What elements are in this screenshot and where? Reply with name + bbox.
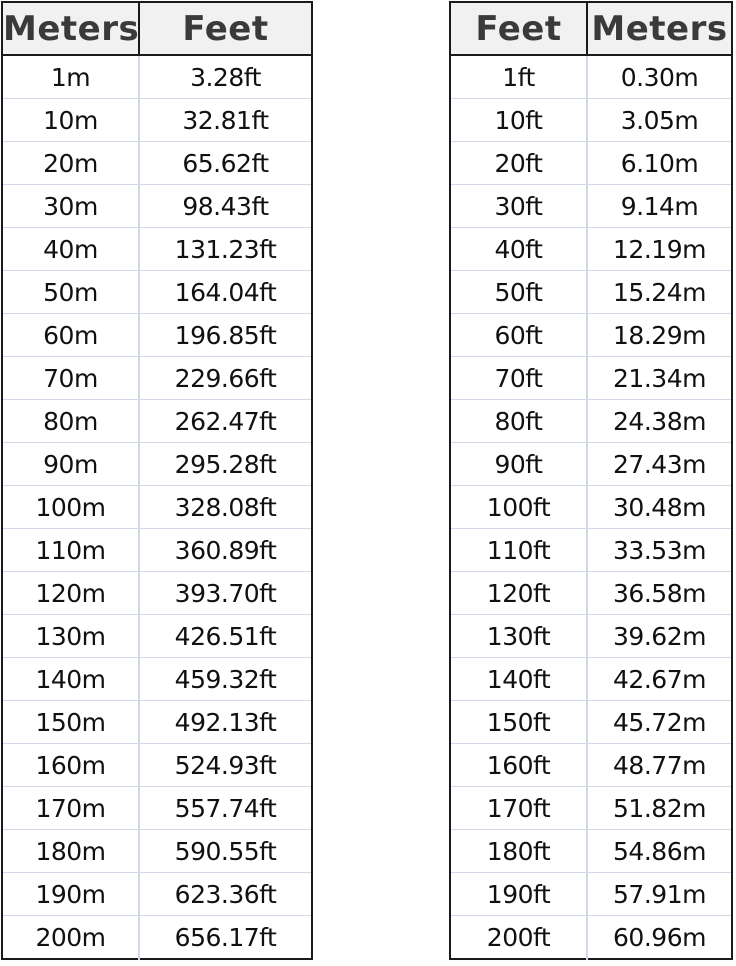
table-row: [450, 443, 732, 486]
source-value-cell: 80m: [2, 400, 139, 443]
converted-value-cell: 30.48m: [587, 486, 732, 529]
converted-value-cell: 3.28ft: [139, 55, 312, 99]
table-row: [2, 314, 312, 357]
converted-value-cell: 557.74ft: [139, 787, 312, 830]
converted-value-cell: 36.58m: [587, 572, 732, 615]
table-row: [2, 787, 312, 830]
source-value-cell: 20ft: [450, 142, 587, 185]
source-value-cell: 140m: [2, 658, 139, 701]
table-row: [2, 830, 312, 873]
converted-value-cell: 32.81ft: [139, 99, 312, 142]
table-row: [2, 271, 312, 314]
table-row: [2, 55, 312, 99]
source-value-cell: 170ft: [450, 787, 587, 830]
meters-to-feet-table: [1, 1, 313, 960]
source-value-cell: 120ft: [450, 572, 587, 615]
source-value-cell: 190ft: [450, 873, 587, 916]
converted-value-cell: 51.82m: [587, 787, 732, 830]
converted-value-cell: 295.28ft: [139, 443, 312, 486]
header-row: [2, 2, 312, 55]
converted-value-cell: 492.13ft: [139, 701, 312, 744]
table-row: [2, 744, 312, 787]
converted-value-cell: 131.23ft: [139, 228, 312, 271]
source-value-cell: 190m: [2, 873, 139, 916]
table-body: [450, 55, 732, 959]
converted-value-cell: 328.08ft: [139, 486, 312, 529]
converted-value-cell: 60.96m: [613, 922, 706, 952]
table-row: [450, 271, 732, 314]
table-row: [450, 916, 732, 960]
converted-value-cell: 3.05m: [587, 99, 732, 142]
column-header-feet: Feet: [139, 2, 312, 55]
source-value-cell: 40m: [2, 228, 139, 271]
converted-value-cell: 98.43ft: [139, 185, 312, 228]
table-row: [2, 916, 312, 960]
source-value-cell: 200ft: [450, 916, 587, 960]
source-value-cell: 100m: [2, 486, 139, 529]
converted-value-cell: 393.70ft: [139, 572, 312, 615]
table-row: [2, 443, 312, 486]
source-value-cell: 80ft: [450, 400, 587, 443]
converted-value-cell: 42.67m: [587, 658, 732, 701]
source-value-cell: 130ft: [450, 615, 587, 658]
converted-value-cell: 12.19m: [587, 228, 732, 271]
column-header-meters: Meters: [587, 2, 732, 55]
source-value-cell: 50ft: [450, 271, 587, 314]
table-row: [450, 228, 732, 271]
converted-value-cell: 426.51ft: [139, 615, 312, 658]
source-value-cell: 160ft: [450, 744, 587, 787]
table-row: [2, 142, 312, 185]
table-row: [450, 572, 732, 615]
source-value-cell: 50m: [2, 271, 139, 314]
source-value-cell: 90m: [2, 443, 139, 486]
table-row: [2, 228, 312, 271]
converted-value-cell: 54.86m: [587, 830, 732, 873]
table-row: [450, 744, 732, 787]
converted-value-cell: 48.77m: [587, 744, 732, 787]
converted-value-cell: 33.53m: [587, 529, 732, 572]
converted-value-cell: 262.47ft: [139, 400, 312, 443]
table-row: [2, 615, 312, 658]
source-value-cell: 60ft: [450, 314, 587, 357]
table-row: [2, 357, 312, 400]
converted-value-cell: 164.04ft: [139, 271, 312, 314]
converted-value-cell: 524.93ft: [139, 744, 312, 787]
table-row: [450, 701, 732, 744]
table-row: [2, 99, 312, 142]
table-row: [450, 486, 732, 529]
source-value-cell: 110m: [2, 529, 139, 572]
converted-value-cell: 360.89ft: [139, 529, 312, 572]
source-value-cell: 140ft: [450, 658, 587, 701]
source-value-cell: 150ft: [450, 701, 587, 744]
source-value-cell: 120m: [2, 572, 139, 615]
table-row: [2, 185, 312, 228]
source-value-cell: 30ft: [450, 185, 587, 228]
source-value-cell: 30m: [2, 185, 139, 228]
converted-value-cell: 21.34m: [587, 357, 732, 400]
table-row: [2, 658, 312, 701]
converted-value-cell: 24.38m: [587, 400, 732, 443]
table-row: [450, 357, 732, 400]
source-value-cell: 1ft: [450, 55, 587, 99]
source-value-cell: 1m: [2, 55, 139, 99]
header-row: [450, 2, 732, 55]
table-row: [450, 615, 732, 658]
converted-value-cell: 590.55ft: [139, 830, 312, 873]
converted-value-cell: 459.32ft: [139, 658, 312, 701]
converted-value-cell: 18.29m: [587, 314, 732, 357]
converted-value-cell: 0.30m: [587, 55, 732, 99]
converted-value-cell: 9.14m: [587, 185, 732, 228]
table-row: [450, 314, 732, 357]
source-value-cell: 200m: [2, 916, 139, 960]
table-row: [450, 55, 732, 99]
table-row: [450, 830, 732, 873]
table-row: [2, 701, 312, 744]
converted-value-cell: 15.24m: [587, 271, 732, 314]
table-row: [450, 658, 732, 701]
converted-value-cell: 27.43m: [587, 443, 732, 486]
source-value-cell: 20m: [2, 142, 139, 185]
source-value-cell: 10ft: [450, 99, 587, 142]
table-row: [2, 486, 312, 529]
source-value-cell: 10m: [2, 99, 139, 142]
table-row: [450, 142, 732, 185]
source-value-cell: 70ft: [450, 357, 587, 400]
source-value-cell: 180m: [2, 830, 139, 873]
converted-value-cell: 623.36ft: [139, 873, 312, 916]
table-row: [2, 400, 312, 443]
table-row: [450, 787, 732, 830]
converted-value-cell: 57.91m: [587, 873, 732, 916]
source-value-cell: 90ft: [450, 443, 587, 486]
table-row: [450, 99, 732, 142]
source-value-cell: 180ft: [450, 830, 587, 873]
table-row: [2, 529, 312, 572]
source-value-cell: 100ft: [450, 486, 587, 529]
source-value-cell: 70m: [2, 357, 139, 400]
table-body: [2, 55, 312, 959]
converted-value-cell: 196.85ft: [139, 314, 312, 357]
column-header-meters: Meters: [2, 2, 139, 55]
source-value-cell: 130m: [2, 615, 139, 658]
converted-value-cell: 6.10m: [587, 142, 732, 185]
column-header-feet: Feet: [450, 2, 587, 55]
table-row: [2, 572, 312, 615]
source-value-cell: 60m: [2, 314, 139, 357]
table-row: [2, 873, 312, 916]
table-row: [450, 400, 732, 443]
converted-value-cell: 229.66ft: [139, 357, 312, 400]
source-value-cell: 160m: [2, 744, 139, 787]
table-row: [450, 873, 732, 916]
converted-value-cell: 45.72m: [587, 701, 732, 744]
converted-value-cell: 656.17ft: [174, 922, 277, 952]
converted-value-cell: 65.62ft: [139, 142, 312, 185]
converted-value-cell: 39.62m: [587, 615, 732, 658]
source-value-cell: 170m: [2, 787, 139, 830]
source-value-cell: 150m: [2, 701, 139, 744]
source-value-cell: 110ft: [450, 529, 587, 572]
feet-to-meters-table: [449, 1, 733, 960]
source-value-cell: 40ft: [450, 228, 587, 271]
table-row: [450, 529, 732, 572]
table-row: [450, 185, 732, 228]
